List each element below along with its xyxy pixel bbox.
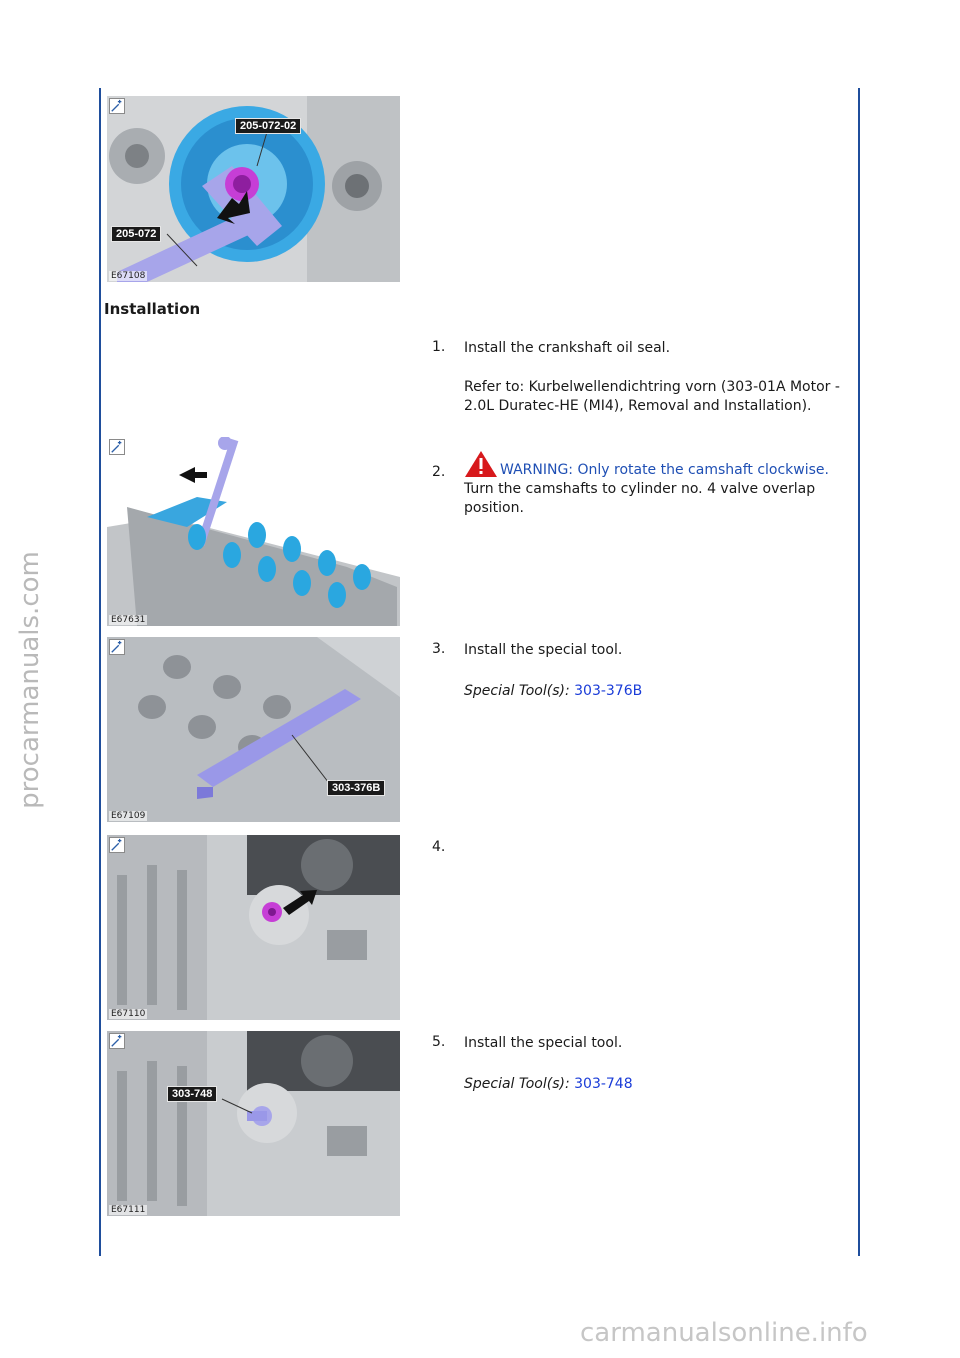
figure-illustration: [107, 1031, 400, 1216]
figure-illustration: [107, 437, 400, 626]
figure-label: E67109: [111, 811, 146, 821]
step-5-text: Install the special tool.: [464, 1035, 623, 1051]
callout-tool: 303-748: [167, 1086, 217, 1102]
step-3-number: 3.: [432, 641, 446, 657]
step-2-text: Turn the camshafts to cylinder no. 4 valve overlap position.: [464, 481, 816, 516]
figure-camshaft-rotation[interactable]: [107, 437, 400, 626]
figure-camshaft-alignment-tool[interactable]: [107, 637, 400, 822]
special-tool-link[interactable]: 303-748: [574, 1076, 633, 1092]
side-watermark: procarmanuals.com: [15, 551, 45, 809]
zoom-icon[interactable]: [109, 98, 125, 114]
step-5-number: 5.: [432, 1034, 446, 1050]
special-tool-label: Special Tool(s):: [464, 683, 570, 699]
figure-crankshaft-timing-pin[interactable]: [107, 1031, 400, 1216]
step-2-block: [464, 450, 844, 518]
callout-tool: 205-072: [111, 226, 161, 242]
section-heading: Installation: [104, 300, 201, 318]
figure-label: E67110: [111, 1009, 146, 1019]
left-border-rule: [99, 88, 101, 1256]
zoom-icon[interactable]: [109, 1033, 125, 1049]
special-tool-link[interactable]: 303-376B: [574, 683, 643, 699]
warning-callout: [464, 450, 844, 480]
warning-text: WARNING: Only rotate the camshaft clockwise.: [500, 462, 829, 478]
right-border-rule: [858, 88, 860, 1256]
step-3-text: Install the special tool.: [464, 642, 623, 658]
figure-illustration: [107, 835, 400, 1020]
zoom-icon[interactable]: [109, 639, 125, 655]
step-5-special-tool: [464, 1075, 844, 1094]
zoom-icon[interactable]: [109, 439, 125, 455]
step-1-number: 1.: [432, 339, 446, 355]
step-2-number: 2.: [432, 464, 446, 480]
step-1-reference-link[interactable]: Refer to: Kurbelwellendichtring vorn (303-01A Motor - 2.0L Duratec-HE (MI4), Removal and Installation).: [464, 379, 840, 414]
special-tool-label: Special Tool(s):: [464, 1076, 570, 1092]
step-4-number: 4.: [432, 839, 446, 855]
figure-label: E67631: [111, 615, 146, 625]
callout-tool: 303-376B: [327, 780, 385, 796]
zoom-icon[interactable]: [109, 837, 125, 853]
figure-engine-block-plug[interactable]: [107, 835, 400, 1020]
warning-icon: [464, 450, 498, 478]
step-3-special-tool: [464, 682, 844, 701]
figure-label: E67111: [111, 1205, 146, 1215]
figure-label: E67108: [111, 271, 146, 281]
figure-crankshaft-pulley-tool[interactable]: [107, 96, 400, 282]
callout-tool-part: 205-072-02: [235, 118, 301, 134]
step-1-text: Install the crankshaft oil seal.: [464, 340, 671, 356]
bottom-watermark: carmanualsonline.info: [580, 1318, 868, 1348]
